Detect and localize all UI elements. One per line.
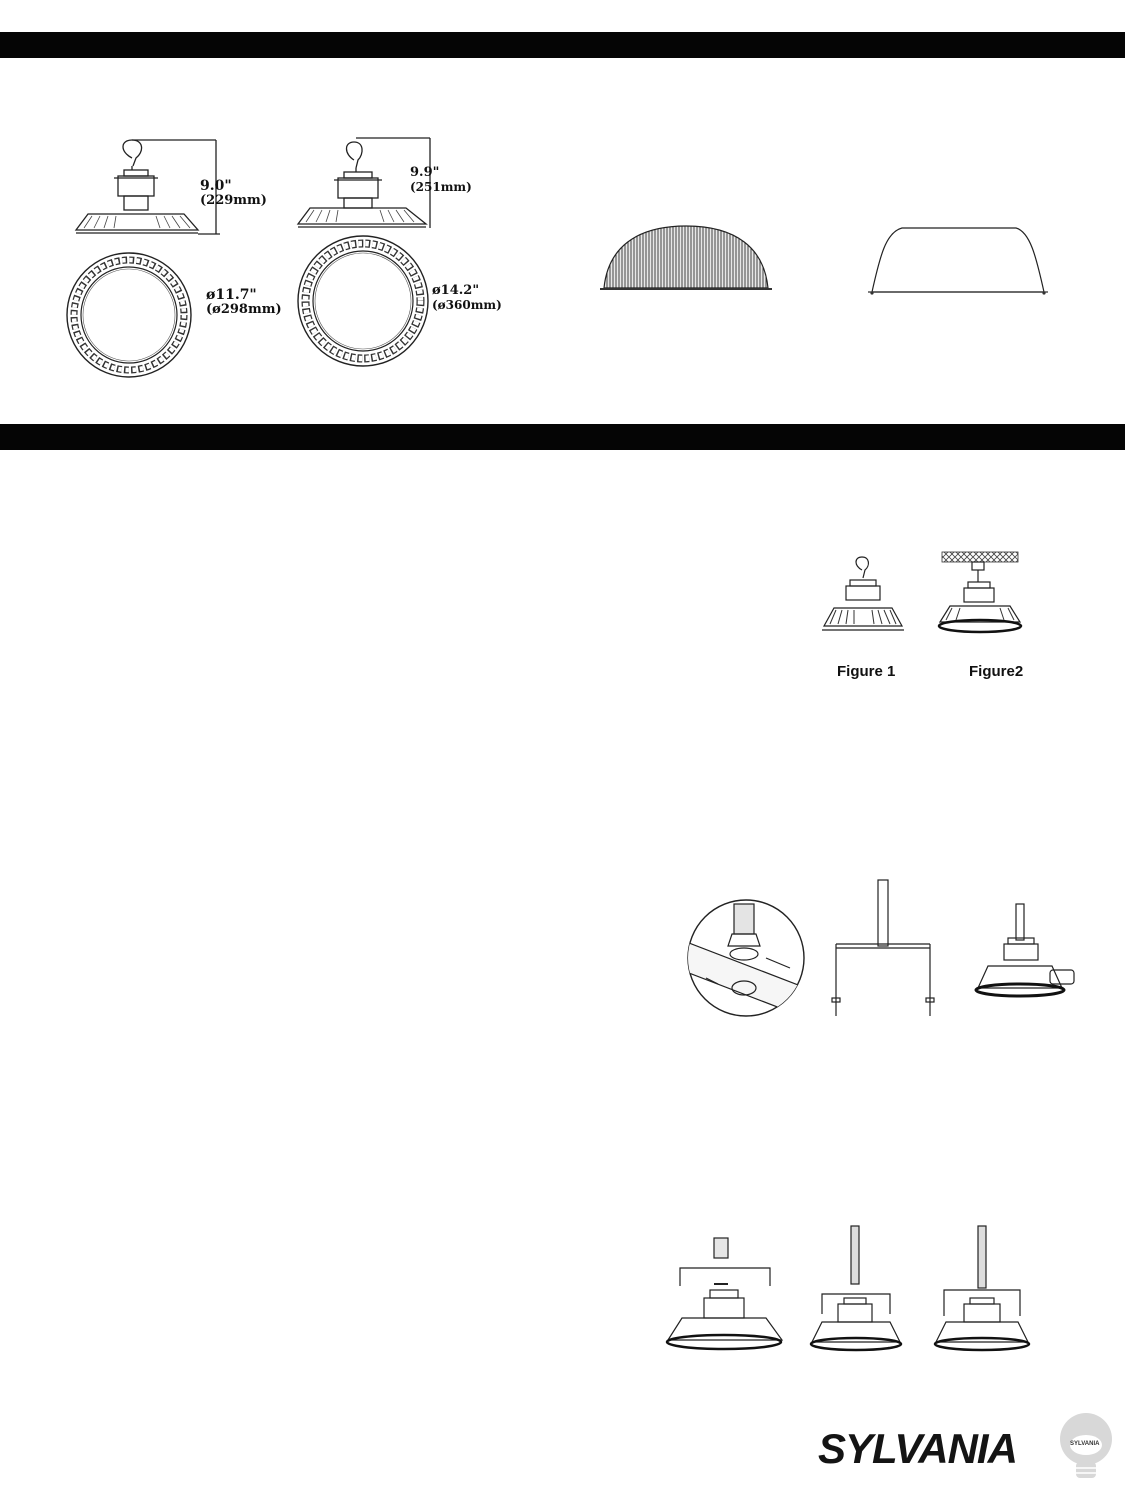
large-fixture-top-drawing <box>296 234 430 368</box>
pendant-mounted-fixture-drawing <box>974 904 1084 1000</box>
small-height-label: 9.0" (229mm) <box>200 178 267 209</box>
pendant-bracket-drawing <box>828 878 938 1018</box>
small-diameter-label: ø11.7" (ø298mm) <box>206 287 282 318</box>
pendant-nut-detail-drawing <box>686 898 806 1018</box>
large-height-label: 9.9" (251mm) <box>410 165 472 194</box>
section-header-bar-top <box>0 32 1125 58</box>
figure1-label: Figure 1 <box>837 663 896 680</box>
sylvania-bulb-badge-text: SYLVANIA <box>1070 1441 1100 1447</box>
yoke-mount-step1-drawing <box>664 1236 788 1352</box>
aluminum-reflector-drawing <box>600 222 772 294</box>
small-fixture-top-drawing <box>64 250 194 380</box>
large-diameter-label: ø14.2" (ø360mm) <box>432 283 502 312</box>
figure1-hook-mount-drawing <box>820 556 906 636</box>
figure2-label: Figure2 <box>969 663 1024 680</box>
section-header-bar-middle <box>0 424 1125 450</box>
yoke-mount-step2-drawing <box>808 1224 904 1352</box>
sylvania-logo-text: SYLVANIA <box>818 1425 1017 1472</box>
figure2-ceiling-mount-drawing <box>934 548 1026 638</box>
yoke-mount-step3-drawing <box>932 1224 1032 1352</box>
acrylic-reflector-drawing <box>866 222 1050 298</box>
